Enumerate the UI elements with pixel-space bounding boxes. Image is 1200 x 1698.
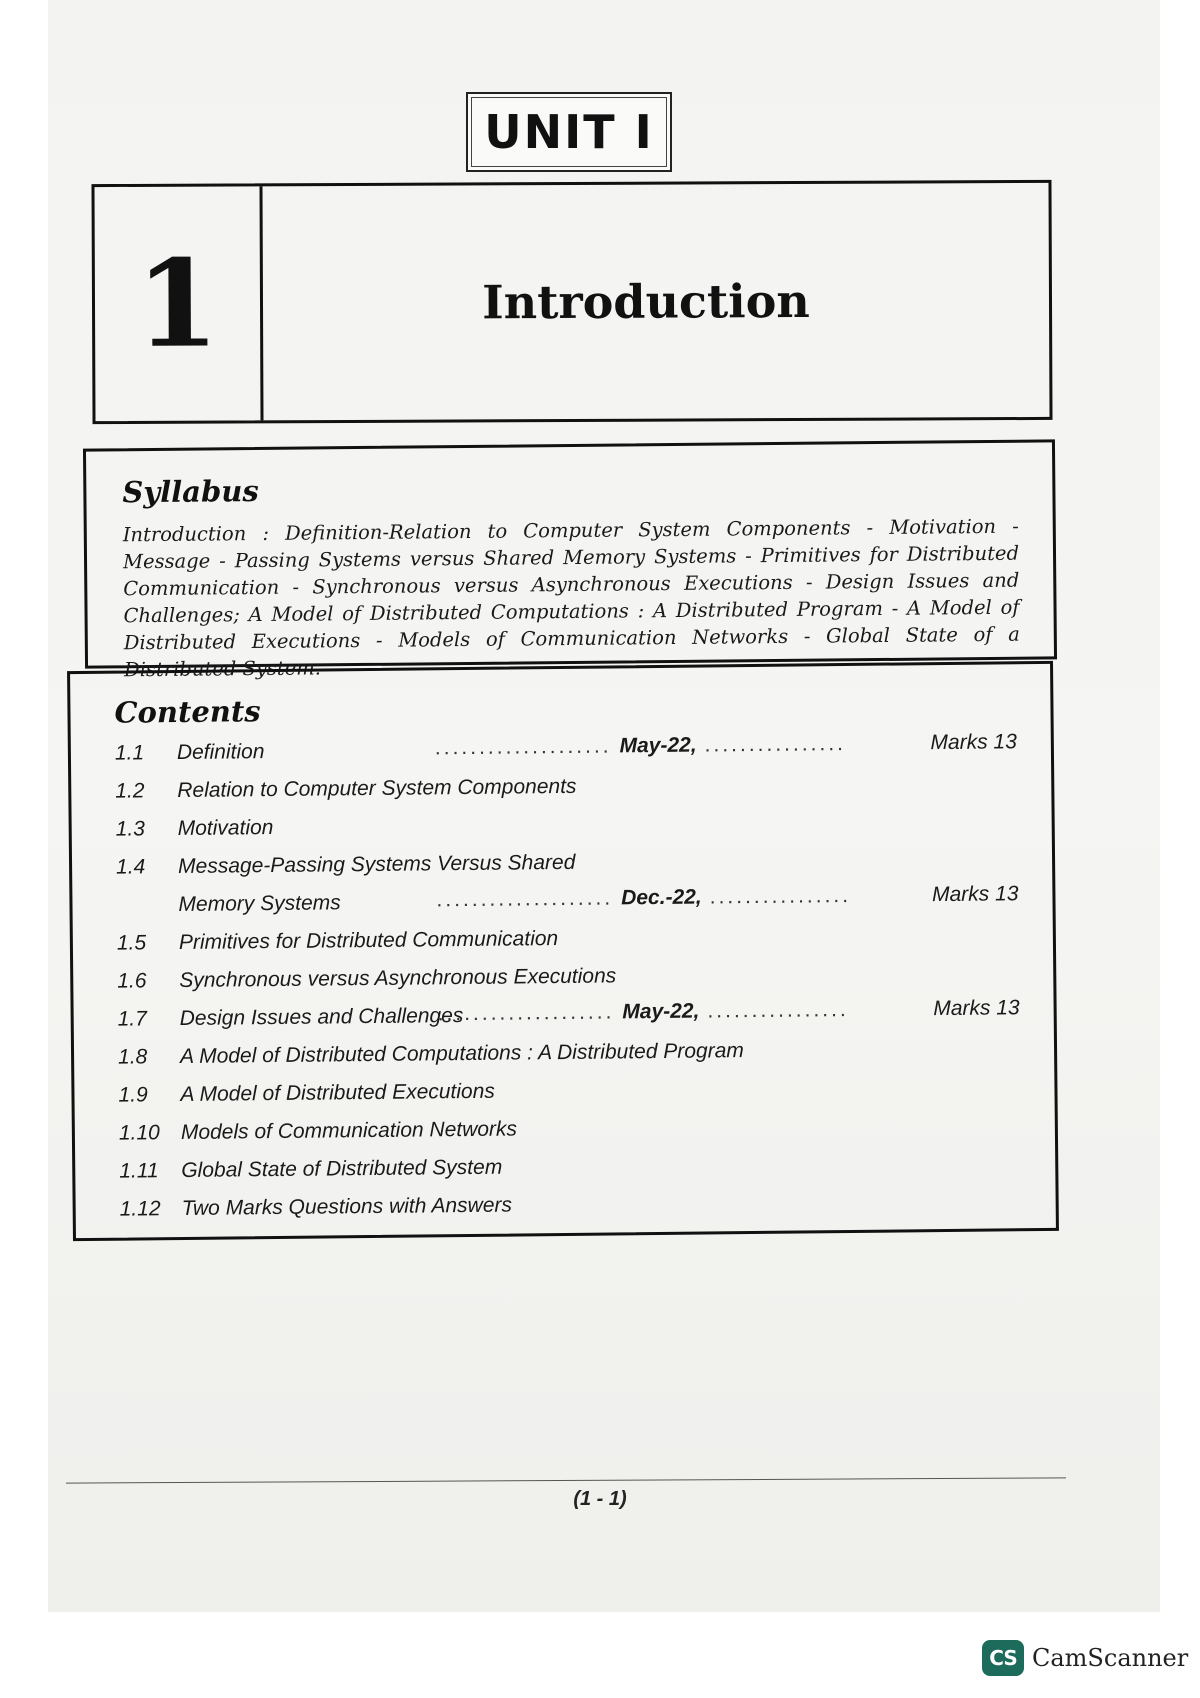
toc-title: Design Issues and Challenges — [179, 1004, 464, 1031]
toc-number: 1.5 — [116, 931, 147, 955]
toc-exam-session: May-22, — [619, 733, 697, 758]
chapter-title-cell — [262, 183, 1049, 420]
toc-marks: Marks 13 — [933, 996, 1020, 1021]
toc-title: Models of Communication Networks — [180, 1117, 518, 1145]
syllabus-box — [83, 439, 1057, 682]
contents-box — [67, 661, 1059, 1241]
toc-number: 1.4 — [115, 855, 146, 879]
camscanner-watermark — [982, 1640, 1188, 1676]
toc-title: Synchronous versus Asynchronous Executions — [179, 964, 617, 993]
chapter-title: Introduction — [482, 273, 810, 330]
syllabus-heading: Syllabus — [122, 473, 259, 510]
toc-number: 1.8 — [117, 1045, 148, 1069]
toc-title: Relation to Computer System Components — [177, 774, 577, 803]
unit-label-box — [466, 92, 672, 172]
contents-heading: Contents — [114, 694, 261, 730]
toc-number: 1.11 — [119, 1159, 159, 1183]
toc-number: 1.2 — [115, 779, 145, 803]
table-of-contents — [115, 726, 1022, 1229]
toc-exam-session: May-22, — [622, 999, 700, 1024]
toc-title: Definition — [176, 740, 265, 765]
toc-number: 1.1 — [114, 741, 145, 765]
toc-number: 1.7 — [117, 1007, 148, 1031]
toc-number — [116, 893, 176, 894]
toc-title: Two Marks Questions with Answers — [181, 1193, 513, 1221]
toc-exam-session: Dec.-22, — [621, 885, 702, 910]
chapter-header — [91, 180, 1052, 424]
toc-exam-info: .................... May-22, ................ Marks 13 — [437, 996, 1020, 1026]
toc-title: A Model of Distributed Executions — [180, 1079, 495, 1107]
toc-number: 1.12 — [119, 1197, 161, 1221]
toc-title: Memory Systems — [178, 891, 341, 917]
toc-title: Primitives for Distributed Communication — [178, 927, 559, 955]
toc-row — [119, 1182, 1021, 1229]
toc-title: A Model of Distributed Computations : A Distributed Program — [179, 1039, 744, 1069]
toc-exam-info: .................... Dec.-22, ................ Marks 13 — [436, 882, 1019, 912]
unit-label: UNIT I — [484, 105, 654, 159]
toc-number: 1.10 — [118, 1121, 160, 1145]
toc-title: Motivation — [177, 816, 274, 841]
toc-number: 1.6 — [117, 969, 147, 993]
toc-title: Global State of Distributed System — [181, 1155, 503, 1183]
chapter-number: 1 — [135, 233, 220, 375]
syllabus-text: Introduction : Definition-Relation to Computer System Components - Motivation - Message - Passing Systems versus Shared Memory Systems - Primitives for Distributed Communication - Synchronous versus Asynchronous Executions - Design Issues and Challenges; A Model of Distributed Computations : A Distributed Program - A Model of Distributed Executions - Models of Communication Networks - Global State of a Distributed System. — [122, 514, 1020, 682]
toc-number: 1.9 — [118, 1083, 148, 1107]
toc-marks: Marks 13 — [931, 882, 1019, 907]
page-number: (1 - 1) — [573, 1488, 627, 1510]
chapter-number-cell — [94, 186, 263, 421]
toc-exam-info: .................... May-22, ................ Marks 13 — [434, 730, 1017, 760]
toc-marks: Marks 13 — [930, 730, 1017, 755]
camscanner-name: CamScanner — [1032, 1644, 1189, 1672]
toc-number: 1.3 — [115, 817, 146, 841]
camscanner-logo-icon: CS — [982, 1640, 1024, 1676]
toc-title: Message-Passing Systems Versus Shared — [177, 850, 576, 879]
